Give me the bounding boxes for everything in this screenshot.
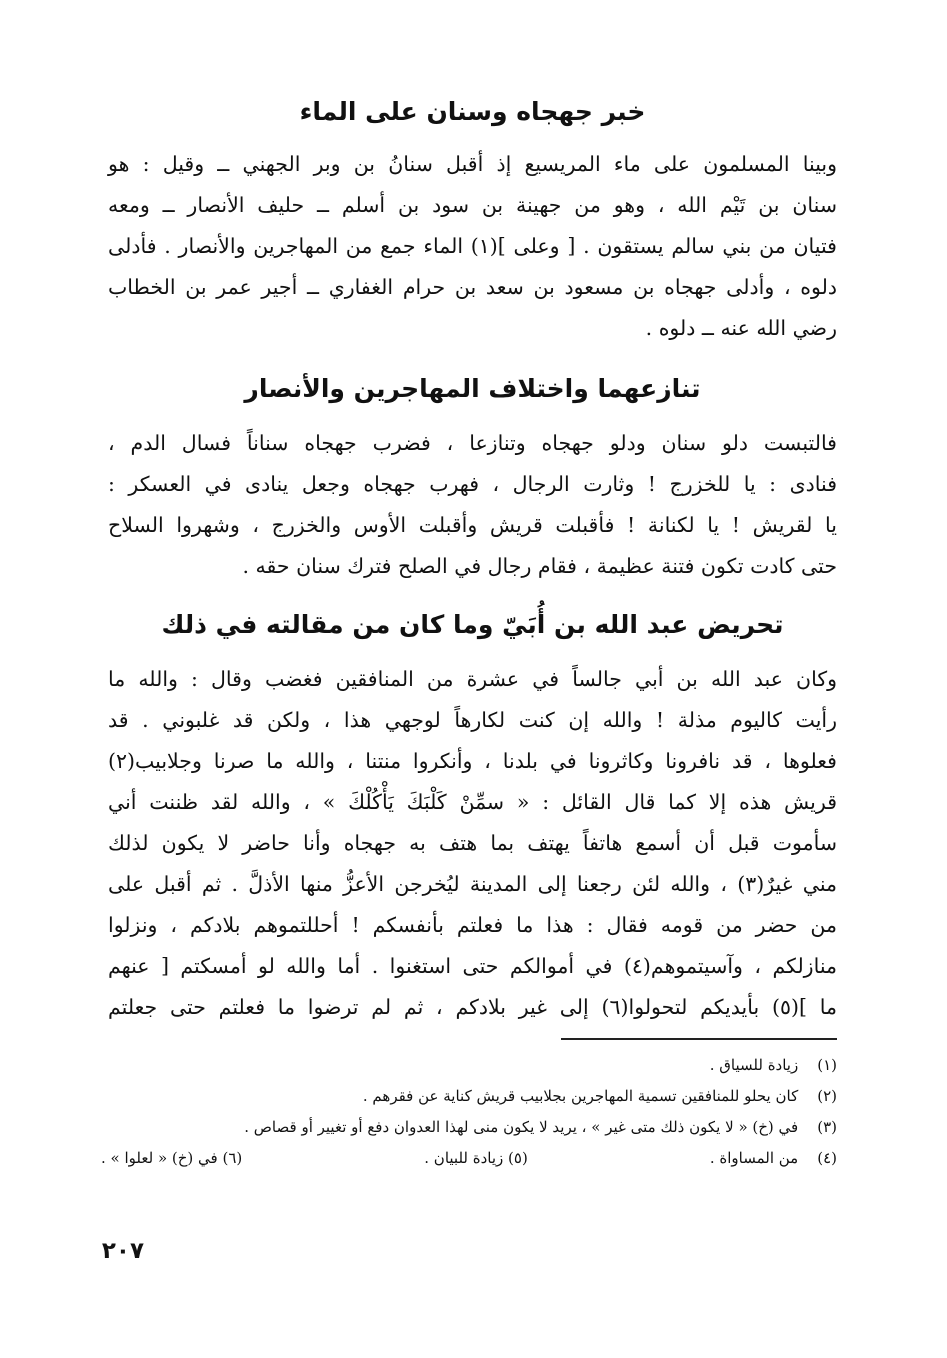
- text-line: حتى كادت تكون فتنة عظيمة ، فقام رجال في الصلح فترك سنان حقه .: [242, 554, 837, 578]
- footnote-row: [101, 1143, 837, 1174]
- footnote: [108, 1081, 837, 1112]
- text-line: فنادى : يا للخزرج ! وثارت الرجال ، فهرب جهجاه وجعل ينادى في العسكر :: [108, 472, 837, 496]
- text-line: وبينا المسلمون على ماء المريسيع إذ أقبل سنانُ بن وبر الجهني ــ وقيل : هو: [108, 152, 837, 176]
- text-line: دلوه ، وأدلى جهجاه بن مسعود بن سعد بن حرام الغفاري ــ أجير عمر بن الخطاب: [108, 275, 838, 299]
- text-line: مني غيرٌ(٣) ، والله لئن رجعنا إلى المدينة ليُخرجن الأعزُّ منها الأذلَّ . ثم أقبل على: [108, 872, 837, 896]
- footnote-number: (١): [817, 1056, 837, 1074]
- footnote-number: (٣): [817, 1118, 837, 1136]
- footnote: [108, 1050, 837, 1081]
- text-line: من حضر من قومه فقال : هذا ما فعلتم بأنفسكم ! أحللتموهم بلادكم ، ونزلوا: [108, 913, 837, 937]
- paragraph: [108, 659, 837, 1028]
- page-number: ٢٠٧: [101, 1238, 144, 1264]
- footnote-text: في (خ) « لا يكون ذلك متى غير » ، يريد لا يكون منى لهذا العدوان دفع أو تغيير أو قصاص .: [244, 1118, 799, 1136]
- footnotes: [101, 1050, 837, 1174]
- footnote-number: (٢): [817, 1087, 837, 1105]
- footnote-text: من المساواة .: [709, 1149, 799, 1167]
- text-line: سنان بن تَيْم الله ، وهو من جهينة بن سود بن أسلم ــ حليف الأنصار ــ ومعه: [108, 193, 837, 217]
- section-incitement: [108, 605, 837, 1028]
- section-jahjah-sinan: [108, 92, 837, 349]
- footnote: [108, 1112, 837, 1143]
- footnote-text: كان يحلو للمنافقين تسمية المهاجرين بجلابيب قريش كناية عن فقرهم .: [362, 1087, 799, 1105]
- footnote-number: (٤): [817, 1149, 837, 1167]
- text-line: رضي الله عنه ــ دلوه .: [645, 316, 837, 340]
- footnote-text: زيادة للسياق .: [709, 1056, 799, 1074]
- text-line: وكان عبد الله بن أبي جالساً في عشرة من المنافقين فغضب وقال : والله ما: [108, 667, 837, 691]
- section-dispute: [108, 369, 837, 587]
- text-line: يا لقريش ! يا لكنانة ! فأقبلت قريش وأقبلت الأوس والخزرج ، وشهروا السلاح: [108, 513, 837, 537]
- section-heading: تنازعهما واختلاف المهاجرين والأنصار: [244, 374, 701, 403]
- text-line: سأموت قبل أن أسمع هاتفاً يهتف بما هتف به جهجاه وأنا حاضر لا يكون لذلك: [108, 831, 837, 855]
- text-line: فعلوها ، قد نافرونا وكاثرونا في بلدنا ، وأنكروا منتنا ، والله ما صرنا وجلابيب(٢): [108, 749, 837, 773]
- text-line: رأيت كاليوم مذلة ! والله إن كنت لكارهاً لوجهي هذا ، ولكن قد غلبوني . قد: [108, 708, 837, 732]
- footnote-text: (٦) في (خ) « لعلوا » .: [101, 1149, 243, 1167]
- paragraph: [108, 423, 837, 587]
- text-line: منازلكم ، وآسيتموهم(٤) في أموالكم حتى استغنوا . أما والله لو أمسكتم [ عنهم: [108, 954, 837, 978]
- text-line: قريش هذه إلا كما قال القائل : « سمِّنْ كَلْبَكَ يَأْكُلْكَ » ، والله لقد ظننت أني: [108, 790, 837, 814]
- footnote-divider: [561, 1038, 837, 1040]
- footnote: [710, 1143, 837, 1174]
- section-heading: تحريض عبد الله بن أُبَيّ وما كان من مقالته في ذلك: [161, 610, 784, 639]
- text-line: فالتبست دلو سنان ودلو جهجاه وتنازعا ، فضرب جهجاه سناناً فسال الدم ،: [108, 431, 837, 455]
- text-line: ما ](٥) بأيديكم لتحولوا(٦) إلى غير بلادكم ، ثم لم ترضوا ما فعلتم حتى جعلتم: [108, 995, 837, 1019]
- section-heading: خبر جهجاه وسنان على الماء: [299, 97, 646, 126]
- paragraph: [108, 144, 837, 349]
- footnote-text: (٥) زيادة للبيان .: [424, 1149, 528, 1167]
- text-line: فتيان من بني سالم يستقون . [ وعلى ](١) الماء جمع من المهاجرين والأنصار . فأدلى: [108, 234, 837, 258]
